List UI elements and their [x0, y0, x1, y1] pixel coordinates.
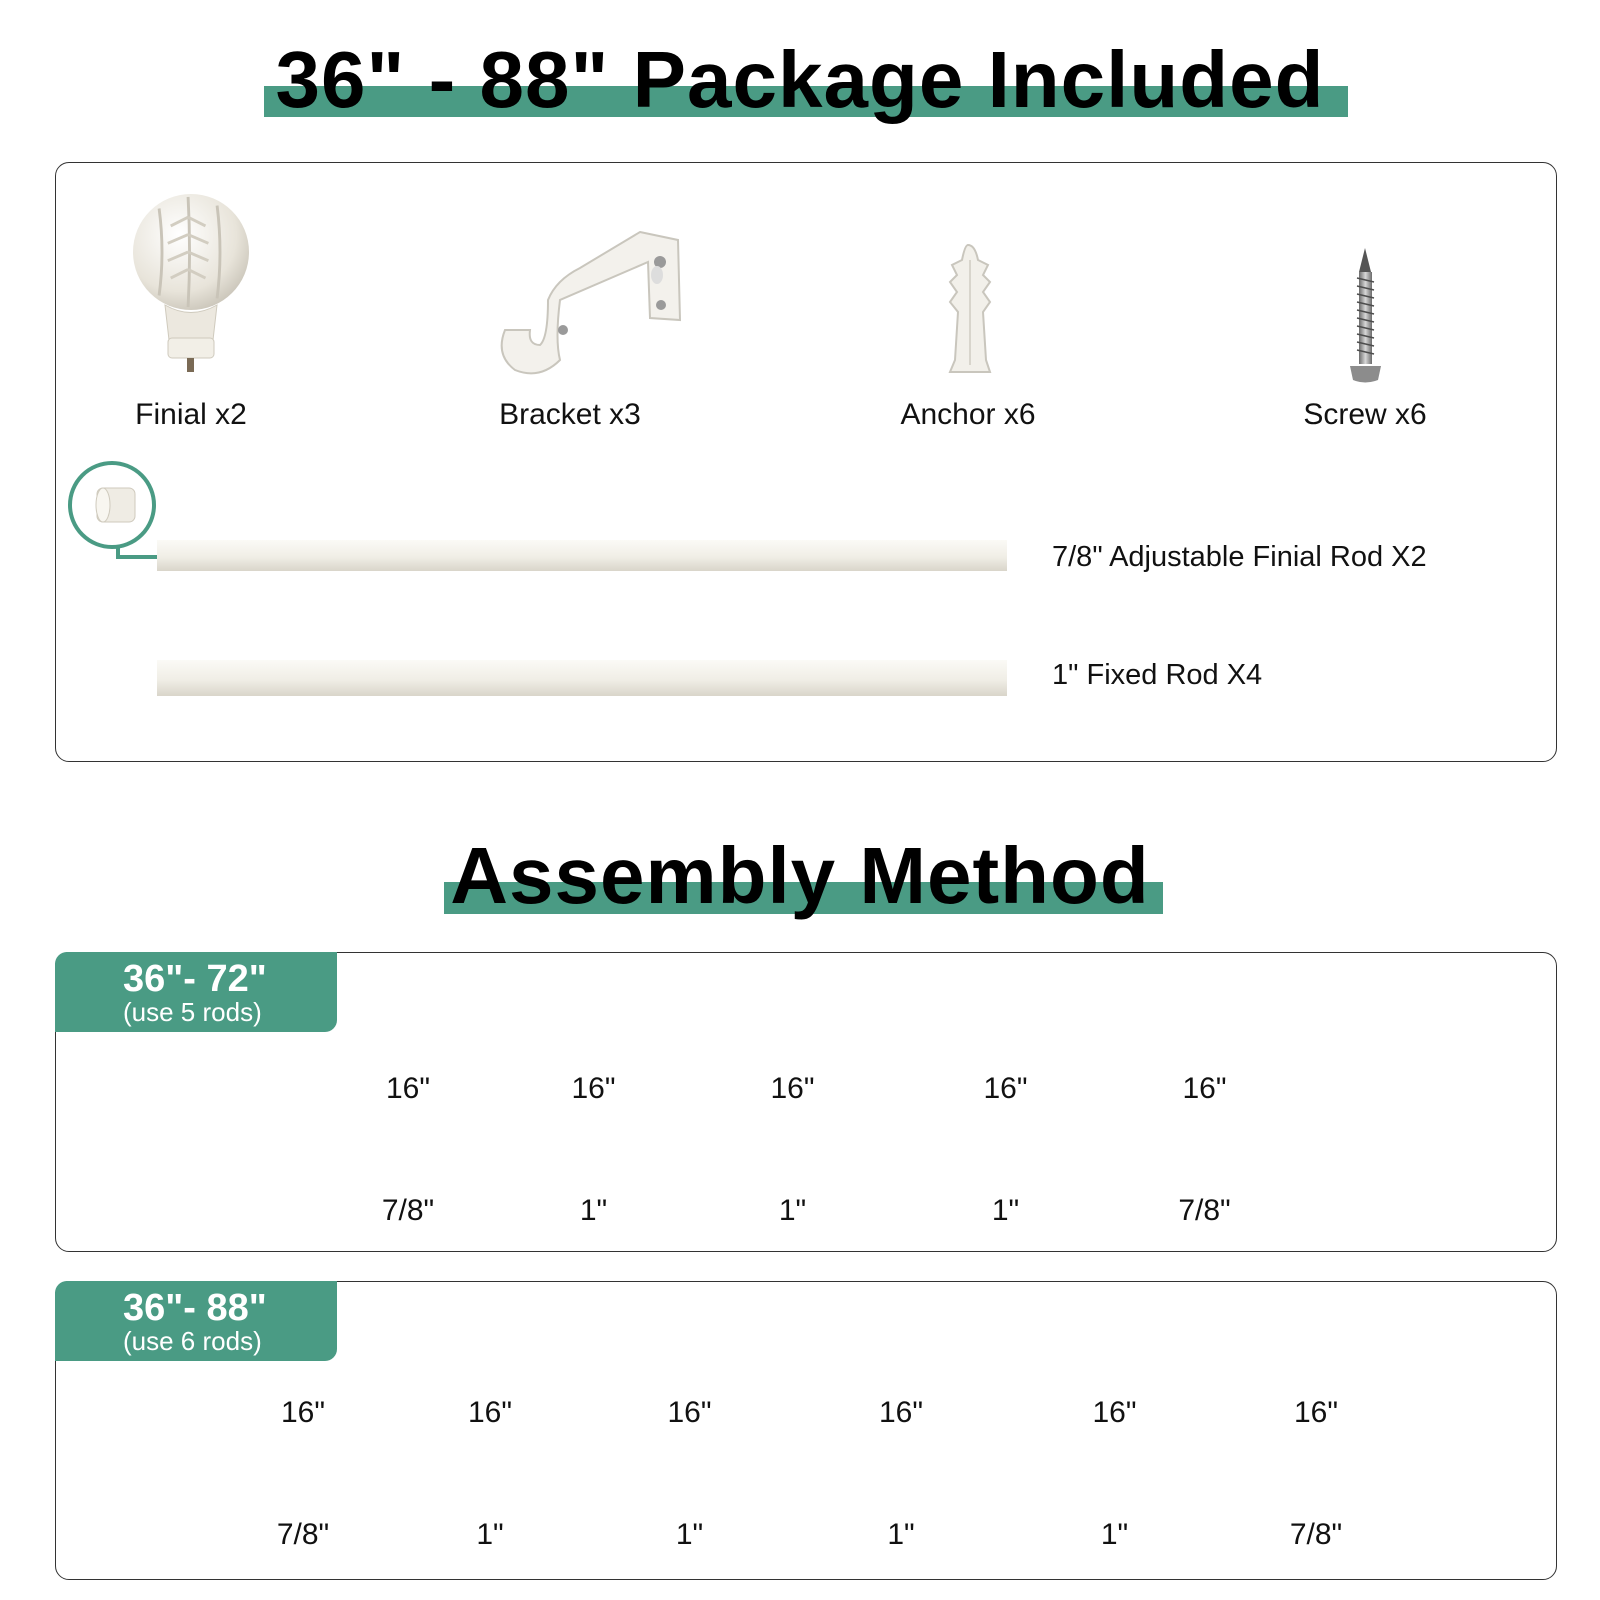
bracket-icon	[502, 232, 680, 373]
config-6-rods-note: (use 6 rods)	[123, 1326, 262, 1356]
anchor-icon	[950, 245, 990, 372]
dimension-label: 16"	[467, 1396, 513, 1429]
config-6-rods-tab	[55, 1281, 337, 1361]
segment-diameter-label: 7/8"	[1178, 1194, 1231, 1227]
finial-label: Finial x2	[135, 398, 247, 431]
anchor-label: Anchor x6	[900, 398, 1036, 431]
segment-diameter-label: 1"	[476, 1518, 504, 1551]
dimension-label: 16"	[983, 1072, 1028, 1105]
dimension-label: 16"	[1092, 1396, 1137, 1429]
dimension-label: 16"	[770, 1072, 815, 1105]
config-5-rods-note: (use 5 rods)	[123, 997, 262, 1027]
finial-icon	[133, 194, 249, 372]
segment-diameter-label: 7/8"	[381, 1194, 435, 1227]
package-title: 36" - 88" Package Included	[275, 35, 1325, 124]
screw-icon	[1350, 248, 1381, 383]
dimension-label: 16"	[385, 1072, 431, 1105]
bracket-label: Bracket x3	[499, 398, 641, 431]
fixed-rod-illustration	[157, 660, 1007, 696]
assembly-title: Assembly Method	[450, 831, 1150, 920]
config-6-rods-range: 36"- 88"	[123, 1287, 267, 1329]
segment-diameter-label: 1"	[579, 1194, 608, 1227]
config-5-rods-tab	[55, 952, 337, 1032]
dimension-label: 16"	[1182, 1072, 1227, 1105]
config-5-rods-range: 36"- 72"	[123, 958, 267, 1000]
adjustable-rod-illustration	[70, 463, 1007, 571]
adjustable-rod-label: 7/8" Adjustable Finial Rod X2	[1052, 541, 1427, 573]
segment-diameter-label: 1"	[1100, 1518, 1129, 1551]
segment-diameter-label: 1"	[887, 1518, 915, 1551]
fixed-rod-label: 1" Fixed Rod X4	[1052, 659, 1263, 691]
dimension-label: 16"	[1293, 1396, 1339, 1429]
dimension-label: 16"	[571, 1072, 616, 1105]
screw-label: Screw x6	[1303, 398, 1427, 431]
segment-diameter-label: 1"	[675, 1518, 704, 1551]
dimension-label: 16"	[280, 1396, 326, 1429]
segment-diameter-label: 7/8"	[1289, 1518, 1343, 1551]
segment-diameter-label: 1"	[991, 1194, 1020, 1227]
segment-diameter-label: 1"	[778, 1194, 807, 1227]
segment-diameter-label: 7/8"	[276, 1518, 330, 1551]
dimension-label: 16"	[878, 1396, 924, 1429]
dimension-label: 16"	[667, 1396, 712, 1429]
